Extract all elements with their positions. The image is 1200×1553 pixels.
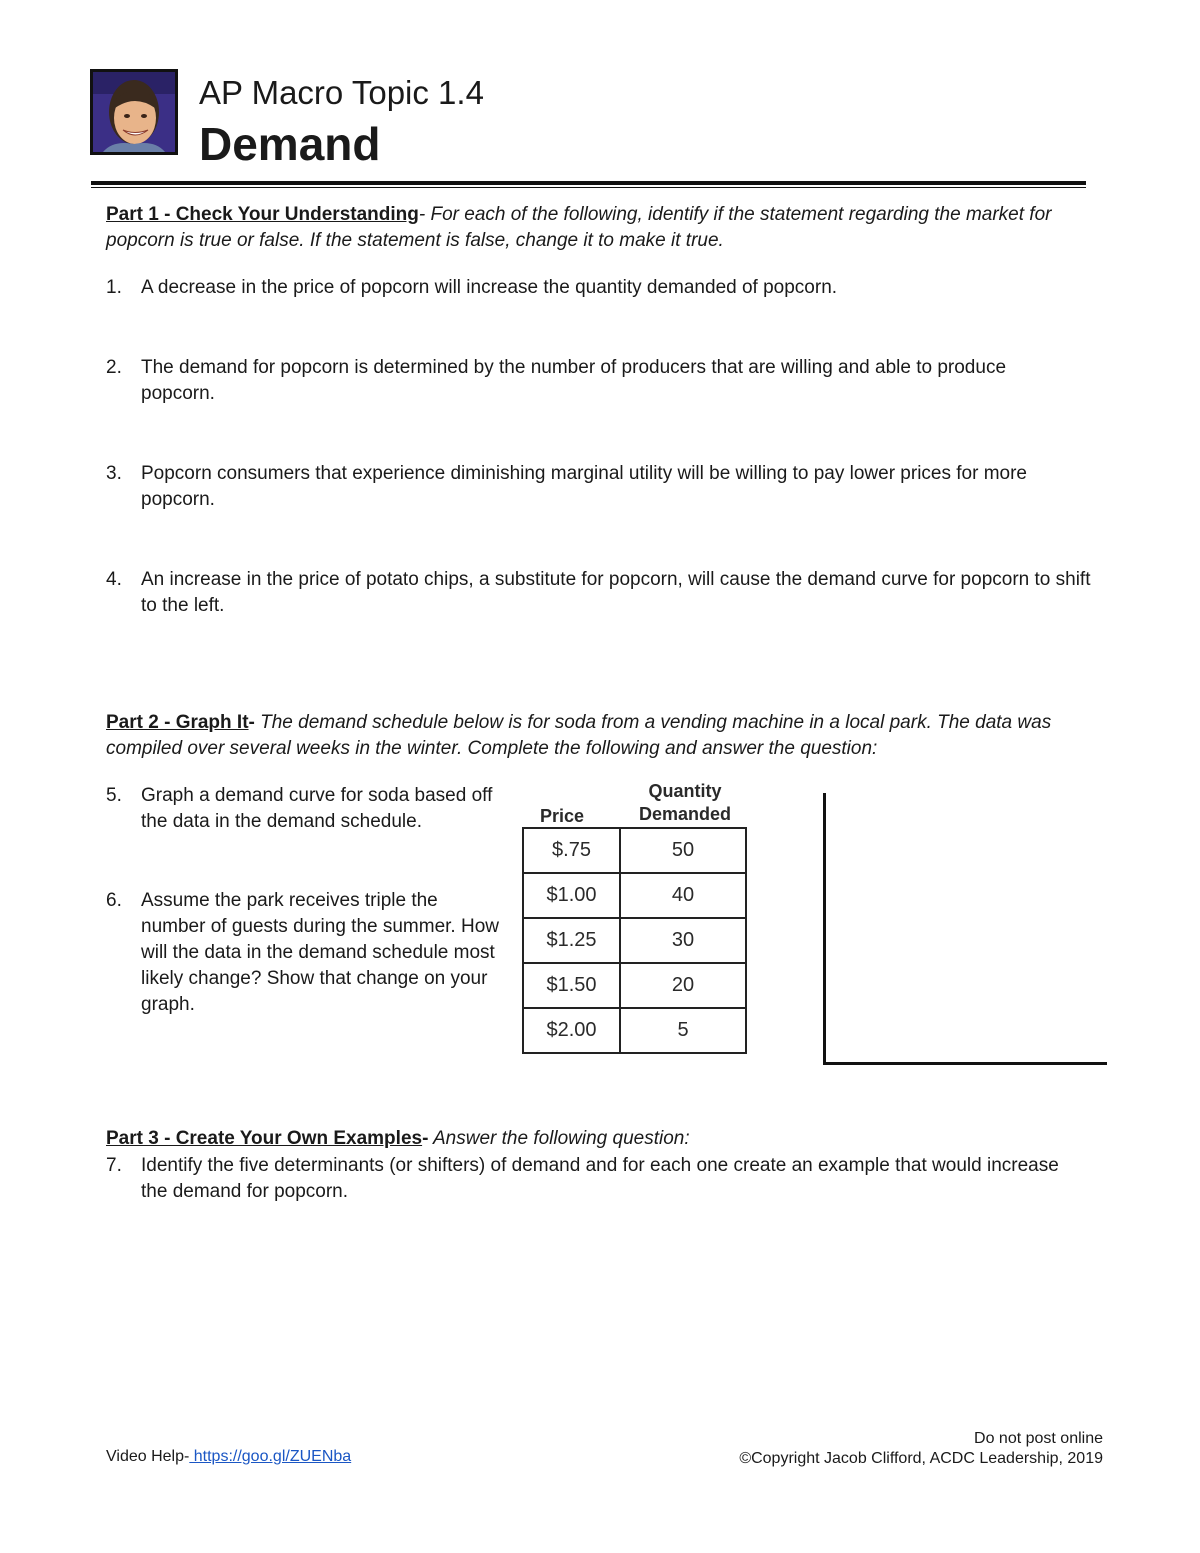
- part1-instructions: - For each of the following, identify if the statement regarding the market for popcorn is true or false. If the statement is false, change it to make it true.: [106, 204, 1052, 251]
- question-1: [106, 275, 1091, 301]
- question-number: 7.: [106, 1155, 122, 1176]
- price-cell: $2.00: [523, 1008, 620, 1053]
- part2-dash: -: [248, 712, 255, 733]
- question-text: Graph a demand curve for soda based off the data in the demand schedule.: [141, 785, 493, 832]
- part1-heading: Part 1 - Check Your Understanding: [106, 204, 419, 225]
- question-4: [106, 567, 1091, 619]
- question-number: 2.: [106, 357, 122, 378]
- table-row: [523, 918, 746, 963]
- question-text: Identify the five determinants (or shifters) of demand and for each one create an example that would increase the demand for popcorn.: [141, 1155, 1059, 1202]
- question-text: An increase in the price of potato chips, a substitute for popcorn, will cause the demand curve for popcorn to shift to the left.: [141, 569, 1091, 616]
- quantity-cell: 40: [620, 873, 746, 918]
- header-divider-thin: [91, 187, 1086, 188]
- question-6: [106, 888, 506, 1018]
- price-column-header: Price: [539, 806, 585, 826]
- footer-notice-block: [739, 1429, 1103, 1469]
- question-text: The demand for popcorn is determined by the number of producers that are willing and able to produce popcorn.: [141, 357, 1007, 404]
- copyright-notice: ©Copyright Jacob Clifford, ACDC Leadership, 2019: [739, 1450, 1103, 1467]
- part2-instructions: The demand schedule below is for soda from a vending machine in a local park. The data was compiled over several weeks in the winter. Complete the following and answer the question:: [106, 712, 1052, 759]
- question-2: [106, 355, 1066, 407]
- part3-heading: Part 3 - Create Your Own Examples: [106, 1128, 423, 1149]
- quantity-header-line2: Demanded: [638, 804, 732, 824]
- table-row: [523, 828, 746, 873]
- question-number: 1.: [106, 277, 122, 298]
- page-title: Demand: [199, 118, 381, 170]
- price-cell: $1.25: [523, 918, 620, 963]
- price-cell: $1.50: [523, 963, 620, 1008]
- part1-intro: [106, 202, 1091, 254]
- graph-x-axis: [823, 1062, 1107, 1065]
- part2-intro: [106, 710, 1091, 762]
- part3-intro: [106, 1126, 1091, 1152]
- quantity-cell: 5: [620, 1008, 746, 1053]
- part2-heading: Part 2 - Graph It: [106, 712, 249, 733]
- author-photo: [90, 69, 178, 155]
- question-number: 5.: [106, 785, 122, 806]
- question-number: 3.: [106, 463, 122, 484]
- header-divider-thick: [91, 181, 1086, 185]
- quantity-column-header: [621, 780, 749, 826]
- part3-dash: -: [422, 1128, 429, 1149]
- question-text: Assume the park receives triple the number of guests during the summer. How will the data in the demand schedule most likely change? Show that change on your graph.: [141, 890, 500, 1015]
- question-number: 4.: [106, 569, 122, 590]
- table-row: [523, 1008, 746, 1053]
- question-text: A decrease in the price of popcorn will increase the quantity demanded of popcorn.: [141, 277, 838, 298]
- table-row: [523, 873, 746, 918]
- quantity-cell: 30: [620, 918, 746, 963]
- topic-label: AP Macro Topic 1.4: [199, 74, 484, 111]
- demand-schedule-table: [522, 827, 747, 1054]
- quantity-cell: 50: [620, 828, 746, 873]
- part3-instructions: Answer the following question:: [428, 1128, 690, 1149]
- video-help: [106, 1447, 351, 1467]
- question-7: [106, 1153, 1066, 1205]
- question-number: 6.: [106, 890, 122, 911]
- video-help-link[interactable]: https://goo.gl/ZUENba: [189, 1448, 352, 1465]
- do-not-post-notice: Do not post online: [974, 1430, 1103, 1447]
- video-help-label: Video Help-: [106, 1448, 190, 1465]
- graph-y-axis: [823, 793, 826, 1065]
- question-3: [106, 461, 1091, 513]
- quantity-cell: 20: [620, 963, 746, 1008]
- author-face-icon: [93, 72, 175, 152]
- price-cell: $.75: [523, 828, 620, 873]
- price-cell: $1.00: [523, 873, 620, 918]
- table-row: [523, 963, 746, 1008]
- question-5: [106, 783, 496, 835]
- question-text: Popcorn consumers that experience diminishing marginal utility will be willing to pay lower prices for more popcorn.: [141, 463, 1027, 510]
- quantity-header-line1: Quantity: [648, 781, 722, 801]
